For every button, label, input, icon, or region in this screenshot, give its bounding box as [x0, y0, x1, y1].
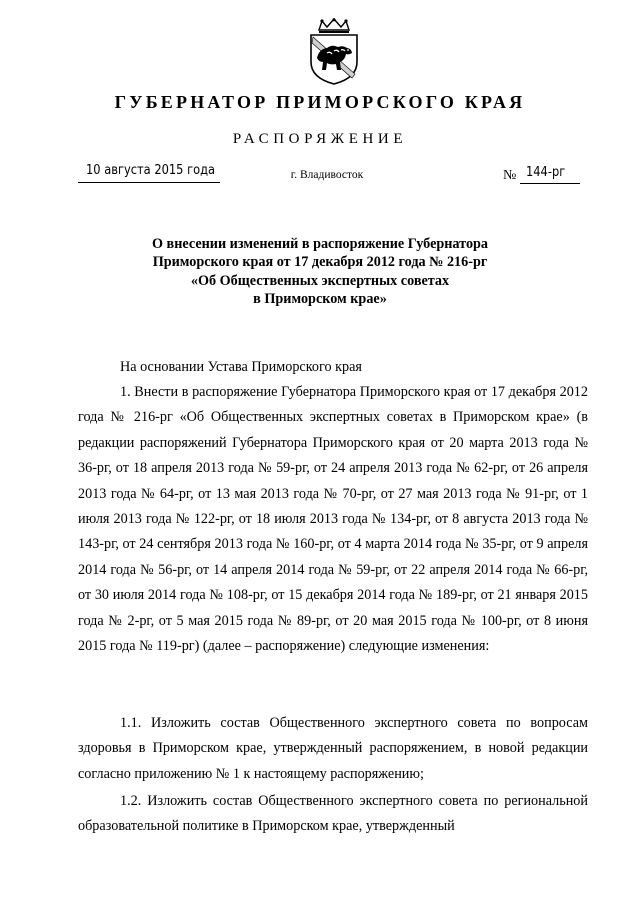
document-city: г. Владивосток	[290, 169, 364, 181]
subject-line: «Об Общественных экспертных советах	[190, 272, 450, 289]
item-1-1-paragraph: 1.1. Изложить состав Общественного экспертного совета по вопросам здоровья в Приморском крае, утвержденный распоряжением, в новой редакции согласно приложению № 1 к настоящему распоряжению;	[78, 715, 588, 782]
document-number-block	[503, 165, 580, 185]
subject-line: в Приморском крае»	[253, 291, 387, 308]
primorsky-krai-coat-of-arms-icon	[305, 18, 363, 86]
document-date: 10 августа 2015 года	[86, 163, 216, 178]
document-subject	[0, 235, 640, 309]
subject-line: Приморского края от 17 декабря 2012 года № 216-рг	[152, 254, 488, 271]
document-number-field	[520, 165, 580, 184]
item-1-paragraph: 1. Внести в распоряжение Губернатора Приморского края от 17 декабря 2012 года № 216-рг «Об Общественных экспертных советах в Приморском крае» (в редакции распоряжений Губернатора Приморского края от 20 марта 2013 года № 36-рг, от 18 апреля 2013 года № 59-рг, от 24 апреля 2013 года № 62-рг, от 26 апреля 2013 года № 64-рг, от 13 мая 2013 года № 70-рг, от 27 мая 2013 года № 91-рг, от 1 июля 2013 года № 122-рг, от 18 июля 2013 года № 134-рг, от 8 августа 2013 года № 143-рг, от 24 сентября 2013 года № 160-рг, от 4 марта 2014 года № 35-рг, от 9 апреля 2014 года № 56-рг, от 14 апреля 2014 года № 59-рг, от 22 апреля 2014 года № 66-рг, от 30 июля 2014 года № 108-рг, от 15 декабря 2014 года № 189-рг, от 21 января 2015 года № 2-рг, от 5 мая 2015 года № 89-рг, от 20 мая 2015 года № 100-рг, от 8 июня 2015 года № 119-рг) (далее – распоряжение) следующие изменения:	[78, 384, 588, 655]
governor-title: ГУБЕРНАТОР ПРИМОРСКОГО КРАЯ	[114, 92, 526, 112]
subject-line: О внесении изменений в распоряжение Губернатора	[151, 236, 489, 252]
item-1-2-paragraph: 1.2. Изложить состав Общественного экспертного совета по региональной образовательной политике в Приморском крае, утвержденный	[78, 793, 588, 835]
document-type: РАСПОРЯЖЕНИЕ	[232, 131, 408, 147]
basis-paragraph: На основании Устава Приморского края	[120, 359, 362, 375]
document-number: 144-рг	[526, 165, 566, 180]
number-sign: №	[503, 168, 517, 183]
